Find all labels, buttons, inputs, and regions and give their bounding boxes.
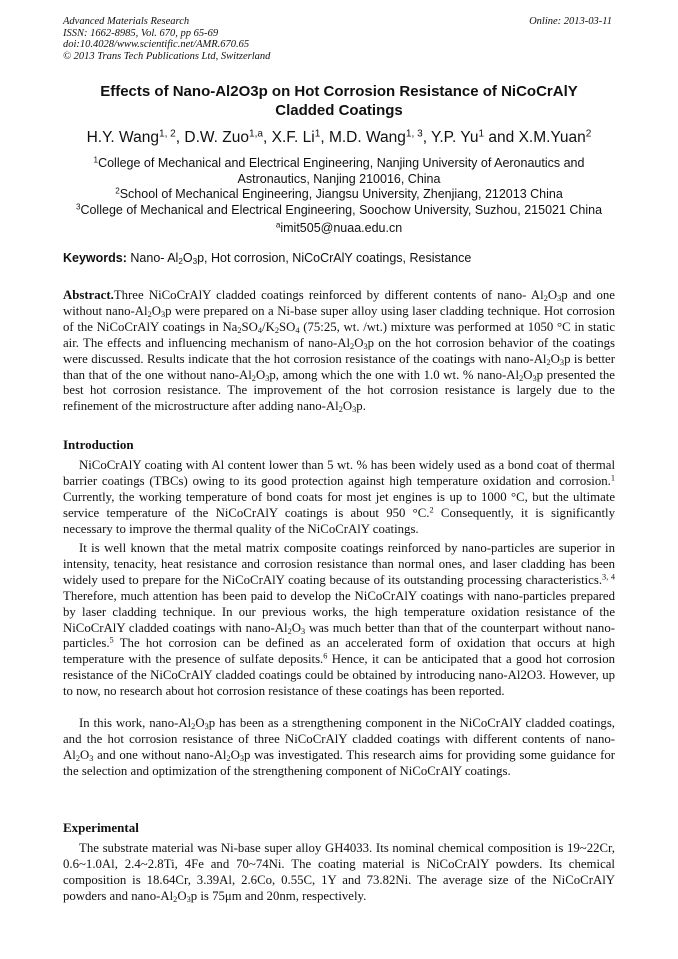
text-run: NiCoCrAlY coating with Al content lower than 5 wt. % has been widely used as a bond coat of thermal barrier coatings (TBCs) owing to its good protection against high temperature oxidation and corrosion. — [63, 458, 615, 488]
formula-part: SO — [241, 319, 258, 334]
keywords-label: Keywords: — [63, 251, 127, 265]
subscript: 2 — [75, 753, 80, 763]
paper-title — [63, 82, 615, 120]
author-affil-marker: 1,a — [249, 128, 263, 140]
subscript: 3 — [559, 357, 565, 367]
text-run: The hot corrosion can be defined as an accelerated form of oxidation that occurs at high temperature with the presence of sulfate deposits. — [63, 636, 615, 667]
subscript: 2 — [350, 341, 355, 351]
title-line-2: Cladded Coatings — [275, 102, 403, 119]
subscript: 3 — [557, 294, 562, 304]
author-affil-marker: 1 — [314, 128, 321, 140]
formula-part: SO — [279, 319, 296, 334]
text-run: (75:25, wt. /wt.) mixture was performed at 1050 °C in static air. The effects and influencing mechanism of nano-Al — [63, 319, 615, 350]
formula-part: O — [547, 288, 558, 302]
subscript: 2 — [251, 373, 256, 383]
formula-part: O — [354, 335, 364, 350]
text-run: was much better than that of the counterpart without nano-particles. — [63, 620, 615, 651]
text-run: Therefore, much attention has been paid to develop the NiCoCrAlY coatings with nano-particles prepared by laser cladding technique. In our previous works, the high temperature oxidation resistance of the NiCoCrAlY cladded coatings with nano-Al — [63, 588, 615, 635]
formula-part: O — [342, 399, 353, 414]
intro-paragraph-1 — [63, 458, 615, 538]
text-run: It is well known that the metal matrix composite coatings reinforced by nano-particles are superior in intensity, tenacity, heat resistance and corrosion resistance than normal ones, and laser cladding has been widely used to prepare for the NiCoCrAlY coating because of its outstanding processing characteristics. — [63, 541, 615, 587]
author-name: Y.P. Yu — [431, 129, 479, 146]
publication-info — [63, 16, 270, 62]
experimental-paragraph-1 — [63, 841, 615, 905]
affil-text: College of Mechanical and Electrical Engineering, Nanjing University of Aeronautics and — [98, 156, 585, 170]
experimental-heading: Experimental — [63, 820, 139, 835]
citation-marker: 5 — [109, 635, 114, 645]
affiliation-list — [63, 156, 615, 218]
formula-part: /K — [262, 319, 275, 334]
formula-part: O — [151, 303, 161, 318]
citation-marker: 2 — [429, 505, 434, 515]
author-name: X.M.Yuan — [518, 129, 586, 146]
author-affil-marker: 1, 3 — [405, 128, 423, 140]
author-name: D.W. Zuo — [184, 129, 249, 146]
formula-part: O — [79, 747, 90, 762]
subscript: 2 — [543, 294, 548, 304]
citation-marker: 3, 4 — [602, 572, 616, 582]
text-run: and one without nano-Al — [93, 747, 227, 762]
formula-part: O — [255, 367, 266, 382]
subscript: 2 — [226, 753, 231, 763]
subscript: 2 — [287, 626, 292, 636]
author-list: H.Y. Wang$^{1, 2}$, D.W. Zuo$^{1,a}$, X.F. Li$^1$, M.D. Wang$^{1, 3}$, Y.P. Yu$^1$ and X.M.Yuan$^2$ — [86, 128, 592, 146]
text-run: p, among which the one with 1.0 wt. % nano-Al — [269, 367, 520, 382]
text-run: p were prepared on a Ni-base super alloy using laser cladding technique. Hot corrosion of the NiCoCrAlY coatings in Na — [63, 303, 615, 334]
text-run: p is 75μm and 20nm, respectively. — [190, 888, 367, 903]
contact-email — [63, 221, 615, 236]
subscript: 3 — [352, 405, 357, 415]
formula-part: O — [550, 351, 560, 366]
affiliation-1 — [63, 156, 615, 172]
author-affil-marker: 1 — [478, 128, 485, 140]
keyword-text: p, Hot corrosion, NiCoCrAlY coatings, Resistance — [197, 251, 472, 265]
copyright-line: © 2013 Trans Tech Publications Ltd, Switzerland — [63, 50, 271, 62]
online-date: Online: 2013-03-11 — [529, 16, 612, 27]
subscript: 3 — [300, 626, 306, 636]
affil-text: School of Mechanical Engineering, Jiangsu University, Zhenjiang, 212013 China — [119, 187, 563, 201]
subscript: 4 — [295, 325, 300, 335]
author-affil-marker: 1, 2 — [158, 128, 176, 140]
abstract — [63, 288, 615, 415]
text-run: Three NiCoCrAlY cladded coatings reinforced by different contents of nano- Al — [113, 288, 544, 302]
affil-marker: 2 — [115, 186, 120, 196]
email-address: imit505@nuaa.edu.cn — [280, 221, 403, 235]
subscript: 3 — [186, 894, 191, 904]
author-conjunction: and — [488, 129, 515, 146]
subscript: 3 — [160, 309, 166, 319]
subscript: 3 — [363, 341, 368, 351]
subscript: 2 — [237, 325, 242, 335]
keyword-text: Nano- Al — [130, 251, 179, 265]
formula-part: O — [230, 747, 240, 762]
text-run: p on the hot corrosion behavior of the coatings were discussed. Results indicate that the hot corrosion resistance of the coatings with nano-Al — [63, 335, 615, 366]
title-line-1: Effects of Nano-Al2O3p on Hot Corrosion Resistance of NiCoCrAlY — [100, 83, 578, 100]
affiliation-2 — [63, 187, 615, 203]
subscript: 2 — [191, 722, 196, 732]
abstract-label: Abstract. — [63, 288, 114, 302]
subscript: 2 — [338, 405, 343, 415]
subscript: 3 — [532, 373, 537, 383]
subscript: 3 — [89, 753, 94, 763]
email-marker: a — [275, 220, 281, 230]
affil-marker: 1 — [93, 155, 99, 165]
text-run: p presented the best hot corrosion resistance. The improvement of the hot corrosion resistance is largely due to the refinement of the microstructure after adding nano-Al — [63, 367, 615, 414]
affil-marker: 3 — [75, 202, 81, 212]
formula-part: O — [182, 251, 193, 265]
intro-paragraph-3 — [63, 716, 615, 780]
text-run: p was investigated. This research aims for providing some guidance for the selection and optimization of the strengthening component of NiCoCrAlY coatings. — [63, 747, 615, 778]
subscript: 3 — [204, 722, 209, 732]
subscript: 2 — [274, 325, 280, 335]
text-run: p is better than that of the one without nano-Al — [63, 351, 615, 382]
affiliation-3 — [63, 203, 615, 219]
affil-text: College of Mechanical and Electrical Engineering, Soochow University, Suzhou, 215021 China — [80, 202, 603, 217]
text-run: Hence, it can be anticipated that a good hot corrosion resistance of the NiCoCrAlY cladded coatings could be obtained by introducing nano-Al2O3. However, up to now, no research about hot corrosion resistance of these coatings has been reported. — [63, 652, 615, 699]
formula-part: O — [177, 888, 187, 903]
author-name: M.D. Wang — [328, 129, 406, 146]
affiliation-1-cont: Astronautics, Nanjing 210016, China — [237, 171, 441, 186]
subscript: 3 — [239, 753, 244, 763]
formula-part: O — [195, 716, 205, 730]
text-run: In this work, nano-Al — [79, 716, 192, 730]
subscript: 3 — [265, 373, 270, 383]
citation-marker: 1 — [610, 473, 615, 483]
author-name: X.F. Li — [271, 129, 315, 146]
subscript: 3 — [192, 257, 198, 267]
formula-part: O — [523, 367, 533, 382]
author-name: H.Y. Wang — [86, 129, 159, 146]
subscript: 2 — [173, 894, 178, 904]
text-run: Currently, the working temperature of bond coats for most jet engines is up to 1000 °C, but the ultimate service temperature of the NiCoCrAlY coatings is about 950 °C. — [63, 489, 615, 520]
keywords — [63, 251, 615, 266]
formula-part: O — [291, 620, 301, 635]
subscript: 2 — [546, 357, 551, 367]
text-run: p and one without nano-Al — [63, 288, 615, 318]
subscript: 2 — [178, 257, 183, 267]
text-run: The substrate material was Ni-base super alloy GH4033. Its nominal chemical composition is 19~22Cr, 0.6~1.0Al, 2.4~2.8Ti, 4Fe and 70~74Ni. The coating material is NiCoCrAlY powders. Its chemical composition is 18.64Cr, 3.39Al, 2.6Co, 0.55C, 1Y and 73.82Ni. The average size of the NiCoCrAlY powders and nano-Al — [63, 841, 615, 903]
text-run: p. — [356, 399, 366, 414]
text-run: p has been as a strengthening component in the NiCoCrAlY cladded coatings, and the hot corrosion resistance of three NiCoCrAlY cladded coatings with different contents of nano-Al — [63, 716, 615, 762]
subscript: 4 — [257, 325, 263, 335]
author-affil-marker: 2 — [585, 128, 592, 140]
introduction-heading: Introduction — [63, 437, 134, 452]
citation-marker: 6 — [323, 651, 328, 661]
intro-paragraph-2 — [63, 541, 615, 700]
text-run: Consequently, it is significantly necessary to improve the thermal quality of the NiCoCrAlY coatings. — [63, 505, 615, 536]
subscript: 2 — [519, 373, 524, 383]
subscript: 2 — [147, 309, 152, 319]
issn-line: ISSN: 1662-8985, Vol. 670, pp 65-69 — [63, 27, 219, 39]
doi-line: doi:10.4028/www.scientific.net/AMR.670.65 — [63, 39, 250, 50]
journal-name: Advanced Materials Research — [63, 16, 190, 27]
